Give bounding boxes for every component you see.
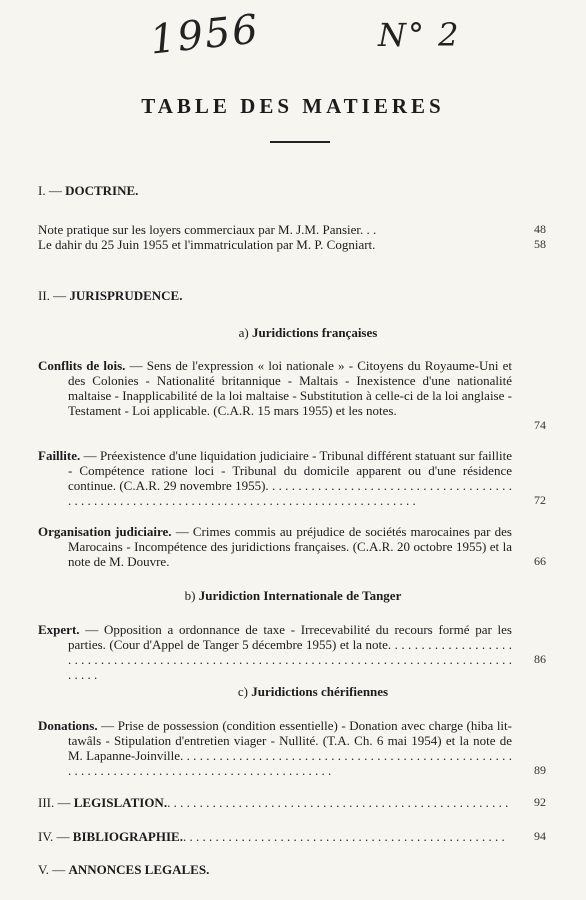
entry-expert: Expert. — Opposition a ordonnance de taxe - Irrecevabilité du recours formé par les parties. (Cour d'Appel de Tanger 5 décembre 1955) et la note. . . . [38, 622, 512, 682]
section-doctrine-heading: I. — DOCTRINE. [38, 183, 139, 198]
doctrine-item-2-page: 58 [534, 237, 546, 251]
section-bibliographie-heading: IV. — BIBLIOGRAPHIE. . . . [38, 829, 508, 844]
title-underline [270, 141, 330, 143]
section-annonces-heading: V. — ANNONCES LEGALES. [38, 862, 210, 877]
handwritten-number: N° 2 [378, 16, 461, 54]
doctrine-item-2: Le dahir du 25 Juin 1955 et l'immatriculation par M. P. Cogniart. [38, 237, 376, 252]
entry-organisation-judiciaire: Organisation judiciaire. — Crimes commis au préjudice de sociétés marocaines par des Marocains - Incompétence des juridictions françaises. (C.A.R. 20 octobre 1955) et la note de M. Douvre. [38, 524, 512, 569]
doctrine-item-1: Note pratique sur les loyers commerciaux par M. J.M. Pansier. . . [38, 222, 377, 237]
section-jurisprudence-heading: II. — JURISPRUDENCE. [38, 288, 183, 303]
entry-donations-page: 89 [534, 763, 546, 777]
entry-expert-page: 86 [534, 652, 546, 666]
doctrine-item-1-page: 48 [534, 222, 546, 236]
handwritten-year: 1956 [147, 6, 262, 64]
entry-faillite: Faillite. — Préexistence d'une liquidation judiciaire - Tribunal différent statuant sur faillite - Compétence ratione loci - Tribunal du domicile apparent ou d'une résidence continue. (C.A.R. 29 novembre 1955). . . . [38, 448, 512, 508]
entry-organisation-page: 66 [534, 554, 546, 568]
legislation-page: 92 [534, 795, 546, 809]
page-title: TABLE DES MATIERES [141, 94, 445, 118]
bibliographie-page: 94 [534, 829, 546, 843]
entry-conflits-page: 74 [534, 418, 546, 432]
subsection-a: a) Juridictions françaises [238, 325, 378, 340]
entry-conflits-de-lois: Conflits de lois. — Sens de l'expression « loi nationale » - Citoyens du Royaume-Uni et des Colonies - Nationalité britannique - Maltais - Inexistence d'une nationalité maltaise - Inapplicabilité de la loi maltaise - Substitution à celle-ci de la loi anglaise - Testament - Loi applicable. (C.A.R. 15 mars 1955) et les notes. [38, 358, 512, 418]
entry-donations: Donations. — Prise de possession (condition essentielle) - Donation avec charge (hiba lit-tawâls - Stipulation d'entretien viager - Nullité. (T.A. Ch. 6 mai 1954) et la note de M. Lapanne-Joinville. . . . [38, 718, 512, 778]
subsection-b: b) Juridiction Internationale de Tanger [184, 588, 402, 603]
entry-faillite-page: 72 [534, 493, 546, 507]
section-legislation-heading: III. — LEGISLATION. . . . [38, 795, 508, 810]
subsection-c: c) Juridictions chérifiennes [237, 684, 389, 699]
